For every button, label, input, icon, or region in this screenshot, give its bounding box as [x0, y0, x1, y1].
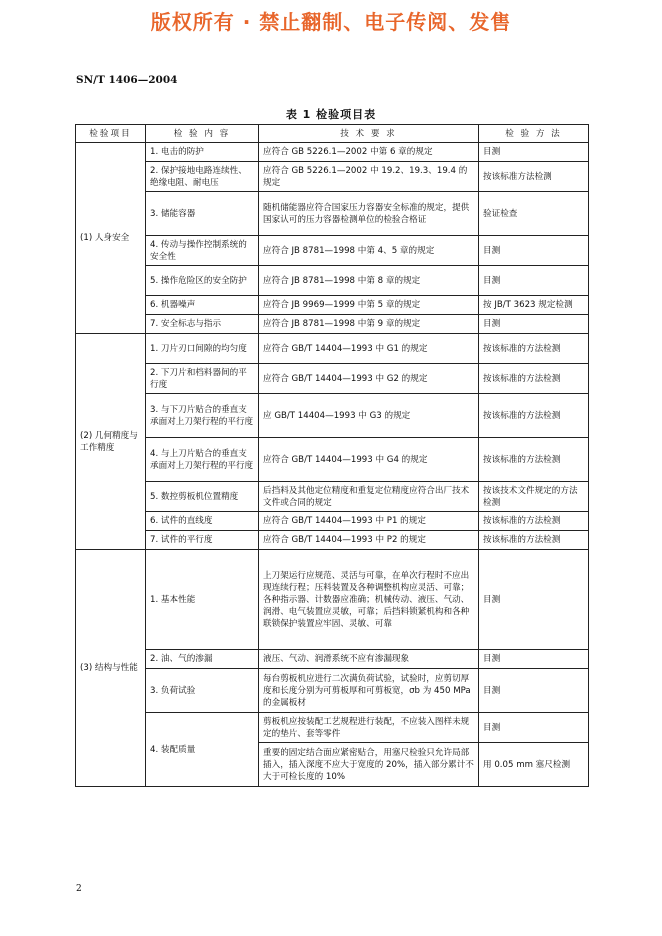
table-row: [76, 315, 589, 334]
table-row: [76, 512, 589, 531]
table-row: [76, 669, 589, 713]
header-method: 检 验 方 法: [479, 125, 589, 143]
method-cell: 按该标准方法检测: [479, 162, 589, 192]
requirement-cell: 应符合 GB/T 14404—1993 中 G2 的规定: [259, 364, 479, 394]
requirement-cell: 应符合 GB/T 14404—1993 中 G4 的规定: [259, 438, 479, 482]
method-cell: 按该标准的方法检测: [479, 394, 589, 438]
page-number: 2: [76, 884, 82, 894]
header-requirement: 技 术 要 求: [259, 125, 479, 143]
method-cell: 目测: [479, 550, 589, 650]
content-cell: 5. 数控剪板机位置精度: [146, 482, 259, 512]
table-row: [76, 334, 589, 364]
method-cell: 目测: [479, 669, 589, 713]
content-cell: 3. 与下刀片贴合的垂直支承面对上刀架行程的平行度: [146, 394, 259, 438]
table-row: [76, 192, 589, 236]
method-cell: 目测: [479, 143, 589, 162]
item-cell: (2) 几何精度与工作精度: [76, 334, 146, 550]
method-cell: 目测: [479, 236, 589, 266]
inspection-items-table: [75, 124, 589, 787]
method-cell: 按该标准的方法检测: [479, 512, 589, 531]
content-cell: 6. 机器噪声: [146, 296, 259, 315]
content-cell: 7. 试件的平行度: [146, 531, 259, 550]
table-title: 表 1 检验项目表: [285, 108, 377, 121]
header-content: 检 验 内 容: [146, 125, 259, 143]
content-cell: 4. 与上刀片贴合的垂直支承面对上刀架行程的平行度: [146, 438, 259, 482]
requirement-cell: 重要的固定结合面应紧密贴合，用塞尺检验只允许局部插入，插入深度不应大于宽度的 20%，插入部分累计不大于可检长度的 10%: [259, 743, 479, 787]
requirement-cell: 应符合 GB 5226.1—2002 中 19.2、19.3、19.4 的规定: [259, 162, 479, 192]
content-cell: 2. 油、气的渗漏: [146, 650, 259, 669]
table-row: [76, 143, 589, 162]
requirement-cell: 应符合 GB/T 14404—1993 中 G1 的规定: [259, 334, 479, 364]
content-cell: 3. 负荷试验: [146, 669, 259, 713]
requirement-cell: 应符合 GB 5226.1—2002 中第 6 章的规定: [259, 143, 479, 162]
method-cell: 目测: [479, 713, 589, 743]
header-item: 检验项目: [76, 125, 146, 143]
requirement-cell: 应符合 JB 8781—1998 中第 4、5 章的规定: [259, 236, 479, 266]
table-row: [76, 236, 589, 266]
method-cell: 按该标准的方法检测: [479, 334, 589, 364]
requirement-cell: 剪板机应按装配工艺规程进行装配，不应装入图样未规定的垫片、套等零件: [259, 713, 479, 743]
content-cell: 3. 储能容器: [146, 192, 259, 236]
item-cell: (3) 结构与性能: [76, 550, 146, 787]
requirement-cell: 应符合 JB 8781—1998 中第 8 章的规定: [259, 266, 479, 296]
content-cell: 2. 下刀片和档料器间的平行度: [146, 364, 259, 394]
method-cell: 按该标准的方法检测: [479, 364, 589, 394]
table-header-row: [76, 125, 589, 143]
content-cell: 5. 操作危险区的安全防护: [146, 266, 259, 296]
method-cell: 用 0.05 mm 塞尺检测: [479, 743, 589, 787]
table-row: [76, 550, 589, 650]
requirement-cell: 后挡料及其他定位精度和重复定位精度应符合出厂技术文件或合同的规定: [259, 482, 479, 512]
item-cell: (1) 人身安全: [76, 143, 146, 334]
requirement-cell: 应 GB/T 14404—1993 中 G3 的规定: [259, 394, 479, 438]
content-cell: 1. 刀片刃口间隙的均匀度: [146, 334, 259, 364]
standard-number: SN/T 1406—2004: [76, 74, 178, 86]
method-cell: 按该标准的方法检测: [479, 438, 589, 482]
table-row: [76, 266, 589, 296]
content-cell: 1. 电击的防护: [146, 143, 259, 162]
table-row: [76, 650, 589, 669]
requirement-cell: 应符合 JB 9969—1999 中第 5 章的规定: [259, 296, 479, 315]
method-cell: 目测: [479, 315, 589, 334]
method-cell: 验证检查: [479, 192, 589, 236]
requirement-cell: 应符合 JB 8781—1998 中第 9 章的规定: [259, 315, 479, 334]
requirement-cell: 每台剪板机应进行二次满负荷试验，试验时，应剪切厚度和长度分别为可剪板厚和可剪板宽，σb 为 450 MPa 的金属板材: [259, 669, 479, 713]
content-cell: 6. 试件的直线度: [146, 512, 259, 531]
table-row: [76, 482, 589, 512]
method-cell: 目测: [479, 650, 589, 669]
requirement-cell: 应符合 GB/T 14404—1993 中 P2 的规定: [259, 531, 479, 550]
table-row: [76, 296, 589, 315]
content-cell: 1. 基本性能: [146, 550, 259, 650]
table-row: [76, 531, 589, 550]
requirement-cell: 随机储能器应符合国家压力容器安全标准的规定，提供国家认可的压力容器检测单位的检验合格证: [259, 192, 479, 236]
content-cell: 2. 保护接地电路连续性、绝缘电阻、耐电压: [146, 162, 259, 192]
content-cell: 7. 安全标志与指示: [146, 315, 259, 334]
watermark-banner: 版权所有 · 禁止翻制、电子传阅、发售: [150, 10, 512, 34]
table-row: [76, 713, 589, 743]
method-cell: 按该标准的方法检测: [479, 531, 589, 550]
table-row: [76, 162, 589, 192]
requirement-cell: 液压、气动、润滑系统不应有渗漏现象: [259, 650, 479, 669]
method-cell: 目测: [479, 266, 589, 296]
requirement-cell: 应符合 GB/T 14404—1993 中 P1 的规定: [259, 512, 479, 531]
table-row: [76, 364, 589, 394]
requirement-cell: 上刀架运行应规范、灵活与可靠，在单次行程时不应出现连续行程；压料装置及各种调整机构应灵活、可靠；各种指示器、计数器应准确；机械传动、液压、气动、润滑、电气装置应灵敏，可靠；后挡料锁紧机构和各种联锁保护装置应牢固、灵敏、可靠: [259, 550, 479, 650]
table-row: [76, 394, 589, 438]
table-row: [76, 438, 589, 482]
content-cell: 4. 传动与操作控制系统的安全性: [146, 236, 259, 266]
method-cell: 按该技术文件规定的方法检测: [479, 482, 589, 512]
content-cell: 4. 装配质量: [146, 713, 259, 787]
method-cell: 按 JB/T 3623 规定检测: [479, 296, 589, 315]
